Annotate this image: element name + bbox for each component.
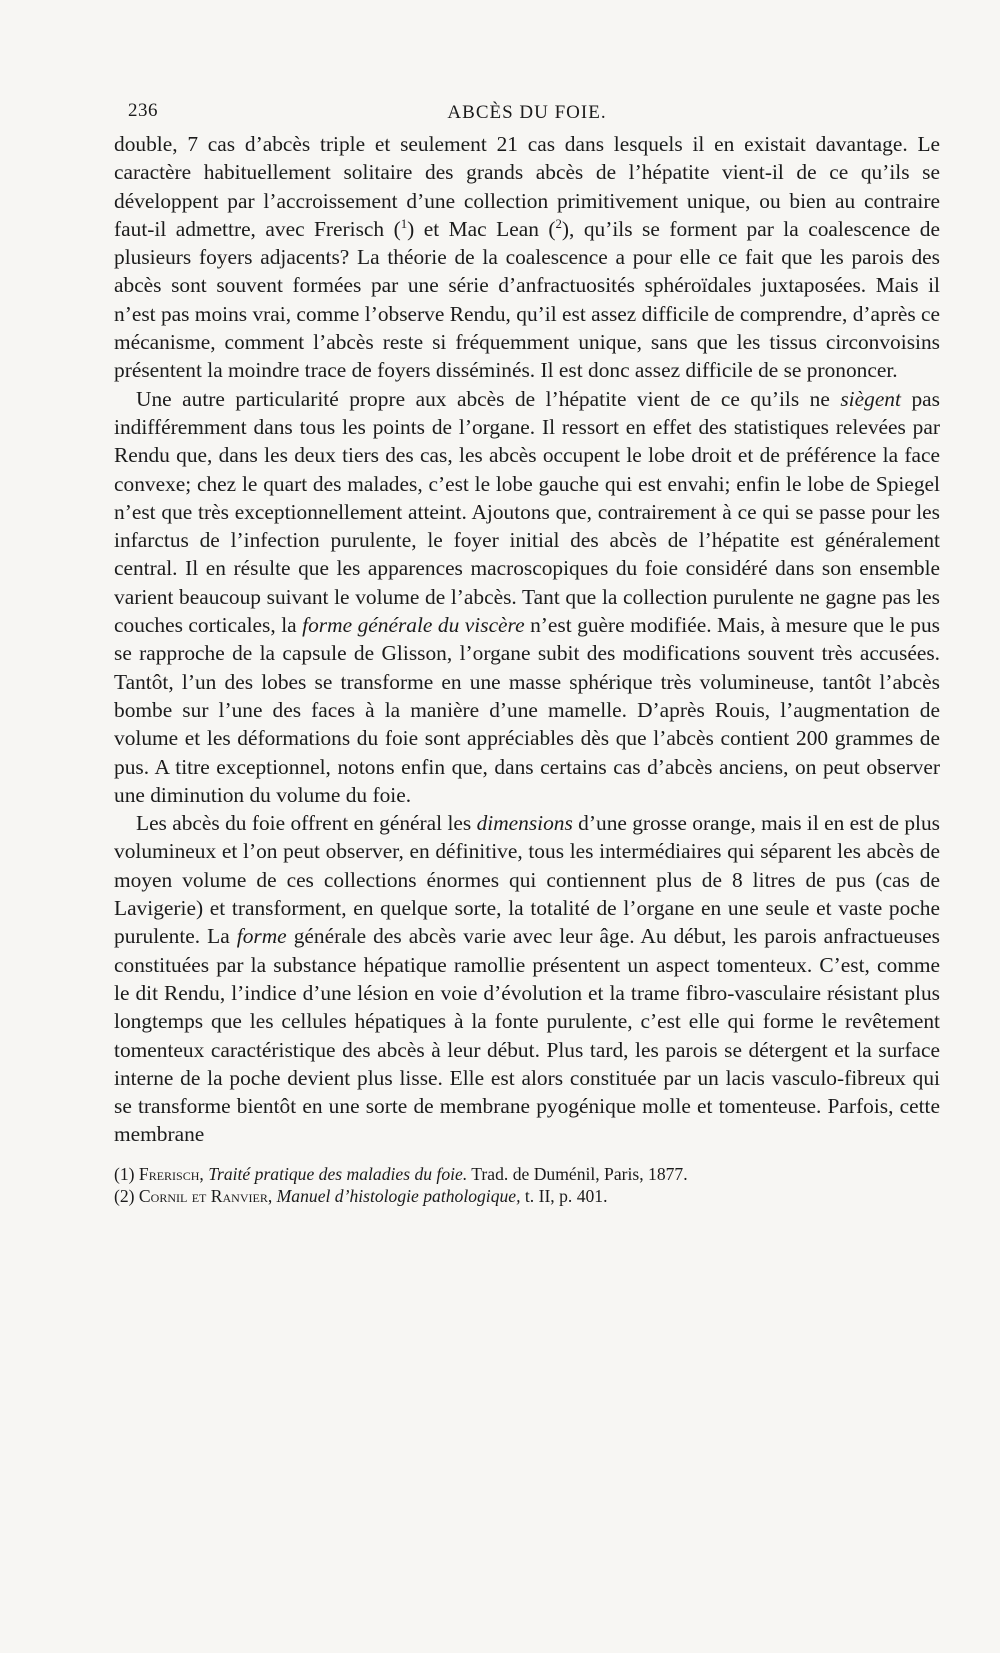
running-head <box>114 100 940 130</box>
footnote-author: Frerisch, <box>138 1163 204 1184</box>
footnote-separator <box>114 1149 940 1163</box>
footnote <box>114 1185 940 1207</box>
footnote-marker: (1) <box>114 1163 135 1184</box>
text-run: Une autre particularité propre aux abcès de l’hépatite vient de ce qu’ils ne <box>136 386 841 411</box>
text-run: double, 7 cas d’abcès triple et seulement 21 cas dans lesquels il en existait davantage. Le caractère habituellement solitaire des grands abcès de l’hépatite vient-il de ce qu’ils se développent par l’accroissement d’une collection primitivement unique, ou bien au contraire faut-il admettre, avec Frerisch ( <box>114 132 940 241</box>
footnote-ref: 1 <box>400 216 408 231</box>
italic-term: forme <box>236 924 287 949</box>
italic-term: dimensions <box>476 811 573 836</box>
body-text <box>114 130 940 1149</box>
footnote-title: Traité pratique des maladies du foie. <box>208 1163 468 1184</box>
paragraph <box>114 130 940 385</box>
text-run: générale des abcès varie avec leur âge. Au début, les parois anfractueuses constituées par la substance hépatique ramollie présentent un aspect tomenteux. C’est, comme le dit Rendu, l’indice d’une lésion en voie d’évolution et la trame fibro-vasculaire résistant plus longtemps que les cellules hépatiques à la fonte purulente, c’est elle qui forme le revêtement tomenteux caractéristique des abcès à leur début. Plus tard, les parois se détergent et la surface interne de la poche devient plus lisse. Elle est alors constituée par un lacis vasculo-fibreux qui se transforme bientôt en une sorte de membrane pyogénique molle et tomenteuse. Parfois, cette membrane <box>114 924 940 1147</box>
text-run: Les abcès du foie offrent en général les <box>136 811 477 836</box>
text-run: d’une grosse orange, mais il en est de plus volumineux et l’on peut observer, en définitive, tous les intermédiaires qui séparent les abcès de moyen volume de ces collections énormes qui contiennent plus de 8 litres de pus (cas de Lavigerie) et transforment, en quelque sorte, la totalité de l’organe en une seule et vaste poche purulente. La <box>114 811 940 949</box>
text-run: ) et Mac Lean ( <box>407 216 556 241</box>
footnote-author: Cornil et Ranvier, <box>138 1185 273 1206</box>
footnote-rest: Trad. de Duménil, Paris, 1877. <box>467 1163 688 1184</box>
running-title: ABCÈS DU FOIE. <box>447 102 607 123</box>
footnote-rest: t. II, p. 401. <box>520 1185 608 1206</box>
text-run: n’est guère modifiée. Mais, à mesure que le pus se rapproche de la capsule de Glisson, l’organe subit des modifications souvent très accusées. Tantôt, l’un des lobes se transforme en une masse sphérique très volumineuse, tantôt l’abcès bombe sur l’une des faces à la manière d’une mamelle. D’après Rouis, l’augmentation de volume et les déformations du foie sont appréciables dès que l’abcès contient 200 grammes de pus. A titre exceptionnel, notons enfin que, dans certains cas d’abcès anciens, on peut observer une diminution du volume du foie. <box>114 613 941 807</box>
footnote <box>114 1163 940 1185</box>
paragraph <box>114 809 940 1149</box>
footnote-ref: 2 <box>555 216 562 231</box>
book-page <box>114 100 940 1207</box>
paragraph <box>114 385 940 809</box>
page-number: 236 <box>128 100 158 121</box>
footnote-title: Manuel d’histologie pathologique, <box>276 1185 521 1206</box>
italic-term: siègent <box>840 386 901 411</box>
text-run: ), qu’ils se forment par la coalescence de plusieurs foyers adjacents? La théorie de la coalescence a pour elle ce fait que les parois des abcès sont souvent formées par une série d’anfractuosités sphéroïdales juxtaposées. Mais il n’est pas moins vrai, comme l’observe Rendu, qu’il est assez difficile de comprendre, d’après ce mécanisme, comment l’abcès reste si fréquemment unique, sans que les tissus circonvoisins présentent la moindre trace de foyers disséminés. Il est donc assez difficile de se prononcer. <box>114 216 940 383</box>
footnotes <box>114 1163 940 1207</box>
italic-term: forme générale du viscère <box>302 613 525 638</box>
footnote-marker: (2) <box>114 1185 135 1206</box>
text-run: pas indifféremment dans tous les points de l’organe. Il ressort en effet des statistiques relevées par Rendu que, dans les deux tiers des cas, les abcès occupent le lobe droit et de préférence la face convexe; chez le quart des malades, c’est le lobe gauche qui est envahi; enfin le lobe de Spiegel n’est que très exceptionnellement atteint. Ajoutons que, contrairement à ce qui se passe pour les infarctus de l’infection purulente, le foyer initial des abcès de l’hépatite est généralement central. Il en résulte que les apparences macroscopiques du foie considéré dans son ensemble varient beaucoup suivant le volume de l’abcès. Tant que la collection purulente ne gagne pas les couches corticales, la <box>114 386 940 638</box>
